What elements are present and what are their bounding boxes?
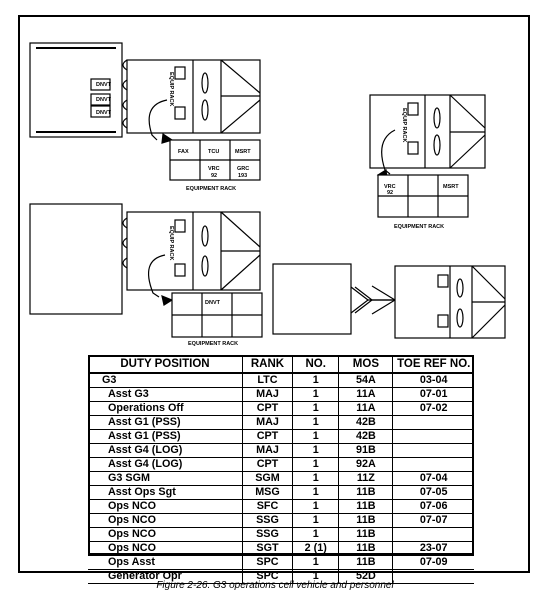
mos-cell: 11B — [339, 500, 393, 514]
mos-cell: 54A — [339, 373, 393, 388]
number-cell: 1 — [293, 458, 339, 472]
duty-position-cell: Operations Off — [88, 402, 242, 416]
duty-position-cell: Asst G1 (PSS) — [88, 430, 242, 444]
grc-number: 193 — [238, 173, 248, 179]
number-cell: 1 — [293, 444, 339, 458]
number-cell: 1 — [293, 556, 339, 570]
number-cell: 1 — [293, 373, 339, 388]
mos-cell: 11B — [339, 542, 393, 556]
duty-position-cell: Ops NCO — [88, 542, 242, 556]
rank-cell: SGM — [242, 472, 292, 486]
dnvt-label: DNVT — [96, 110, 111, 116]
table-row — [88, 472, 474, 486]
column-header-duty-position: DUTY POSITION — [88, 355, 242, 373]
duty-position-cell: Asst G4 (LOG) — [88, 444, 242, 458]
column-header-rank: RANK — [242, 355, 292, 373]
table-row — [88, 416, 474, 430]
table-row — [88, 500, 474, 514]
toe-ref-cell — [393, 444, 474, 458]
toe-ref-cell: 07-06 — [393, 500, 474, 514]
equipment-rack-label: EQUIPMENT RACK — [394, 224, 445, 230]
personnel-table-container — [88, 355, 474, 584]
msrt-label: MSRT — [443, 184, 459, 190]
mos-cell: 92A — [339, 458, 393, 472]
mos-cell: 11B — [339, 528, 393, 542]
column-header-toe-ref: TOE REF NO. — [393, 355, 474, 373]
table-row — [88, 444, 474, 458]
duty-position-cell: Ops NCO — [88, 500, 242, 514]
mos-cell: 11B — [339, 486, 393, 500]
rank-cell: CPT — [242, 458, 292, 472]
table-row — [88, 458, 474, 472]
duty-position-cell: Ops NCO — [88, 528, 242, 542]
rank-cell: MAJ — [242, 444, 292, 458]
mos-cell: 11Z — [339, 472, 393, 486]
duty-position-cell: Asst G4 (LOG) — [88, 458, 242, 472]
toe-ref-cell: 07-07 — [393, 514, 474, 528]
table-row — [88, 486, 474, 500]
table-header-row — [88, 355, 474, 373]
mos-cell: 42B — [339, 430, 393, 444]
personnel-table — [88, 355, 474, 584]
mos-cell: 52D — [339, 570, 393, 584]
table-row — [88, 388, 474, 402]
number-cell: 1 — [293, 500, 339, 514]
rank-cell: CPT — [242, 402, 292, 416]
number-cell: 1 — [293, 388, 339, 402]
diagram-tent-vehicle-2 — [30, 204, 262, 337]
rank-cell: SFC — [242, 500, 292, 514]
dnvt-label: DNVT — [205, 300, 220, 306]
mos-cell: 11B — [339, 556, 393, 570]
table-row — [88, 402, 474, 416]
duty-position-cell: Asst G1 (PSS) — [88, 416, 242, 430]
figure-caption: Figure 2-26. G3 operations cell vehicle and personnel — [156, 580, 394, 591]
toe-ref-cell: 07-01 — [393, 388, 474, 402]
fax-label: FAX — [178, 149, 189, 155]
duty-position-cell: Ops Asst — [88, 556, 242, 570]
toe-ref-cell: 03-04 — [393, 373, 474, 388]
rank-cell: MAJ — [242, 388, 292, 402]
table-row — [88, 514, 474, 528]
equip-rack-side-label: EQUIP RACK — [168, 226, 174, 261]
number-cell: 1 — [293, 528, 339, 542]
mos-cell: 11B — [339, 514, 393, 528]
number-cell: 1 — [293, 514, 339, 528]
vrc-label: VRC — [384, 184, 396, 190]
table-row — [88, 556, 474, 570]
diagram-vehicle-right — [370, 95, 485, 217]
table-row — [88, 373, 474, 388]
dnvt-label: DNVT — [96, 82, 111, 88]
number-cell: 1 — [293, 430, 339, 444]
diagram-tent-vehicle — [30, 43, 260, 180]
vrc-number: 92 — [387, 190, 394, 196]
duty-position-cell: Asst Ops Sgt — [88, 486, 242, 500]
table-row — [88, 430, 474, 444]
toe-ref-cell: 07-05 — [393, 486, 474, 500]
rank-cell: MAJ — [242, 416, 292, 430]
duty-position-cell: G3 SGM — [88, 472, 242, 486]
toe-ref-cell — [393, 430, 474, 444]
msrt-label: MSRT — [235, 149, 251, 155]
rank-cell: SGT — [242, 542, 292, 556]
toe-ref-cell: 07-04 — [393, 472, 474, 486]
rank-cell: MSG — [242, 486, 292, 500]
mos-cell: 42B — [339, 416, 393, 430]
rank-cell: LTC — [242, 373, 292, 388]
number-cell: 1 — [293, 402, 339, 416]
number-cell: 1 — [293, 416, 339, 430]
rank-cell: SPC — [242, 556, 292, 570]
vrc-number: 92 — [211, 173, 218, 179]
toe-ref-cell: 07-02 — [393, 402, 474, 416]
table-body — [88, 373, 474, 584]
toe-ref-cell — [393, 416, 474, 430]
duty-position-cell: Generator Opr — [88, 570, 242, 584]
grc-label: GRC — [237, 166, 250, 172]
diagram-trailer — [273, 264, 505, 338]
dnvt-label: DNVT — [96, 97, 111, 103]
vrc-label: VRC — [208, 166, 220, 172]
rank-cell: SSG — [242, 528, 292, 542]
rank-cell: SPC — [242, 570, 292, 584]
equip-rack-side-label: EQUIP RACK — [401, 108, 407, 143]
number-cell: 1 — [293, 472, 339, 486]
table-row — [88, 542, 474, 556]
table-row — [88, 528, 474, 542]
tcu-label: TCU — [208, 149, 220, 155]
mos-cell: 91B — [339, 444, 393, 458]
toe-ref-cell — [393, 528, 474, 542]
duty-position-cell: G3 — [88, 373, 242, 388]
number-cell: 2 (1) — [293, 542, 339, 556]
number-cell: 1 — [293, 570, 339, 584]
column-header-mos: MOS — [339, 355, 393, 373]
mos-cell: 11A — [339, 402, 393, 416]
number-cell: 1 — [293, 486, 339, 500]
rank-cell: SSG — [242, 514, 292, 528]
duty-position-cell: Ops NCO — [88, 514, 242, 528]
mos-cell: 11A — [339, 388, 393, 402]
equipment-rack-label: EQUIPMENT RACK — [186, 186, 237, 192]
toe-ref-cell — [393, 458, 474, 472]
duty-position-cell: Asst G3 — [88, 388, 242, 402]
toe-ref-cell: 23-07 — [393, 542, 474, 556]
equipment-rack-label: EQUIPMENT RACK — [188, 341, 239, 347]
column-header-no: NO. — [293, 355, 339, 373]
equip-rack-side-label: EQUIP RACK — [168, 72, 174, 107]
rank-cell: CPT — [242, 430, 292, 444]
toe-ref-cell: 07-09 — [393, 556, 474, 570]
